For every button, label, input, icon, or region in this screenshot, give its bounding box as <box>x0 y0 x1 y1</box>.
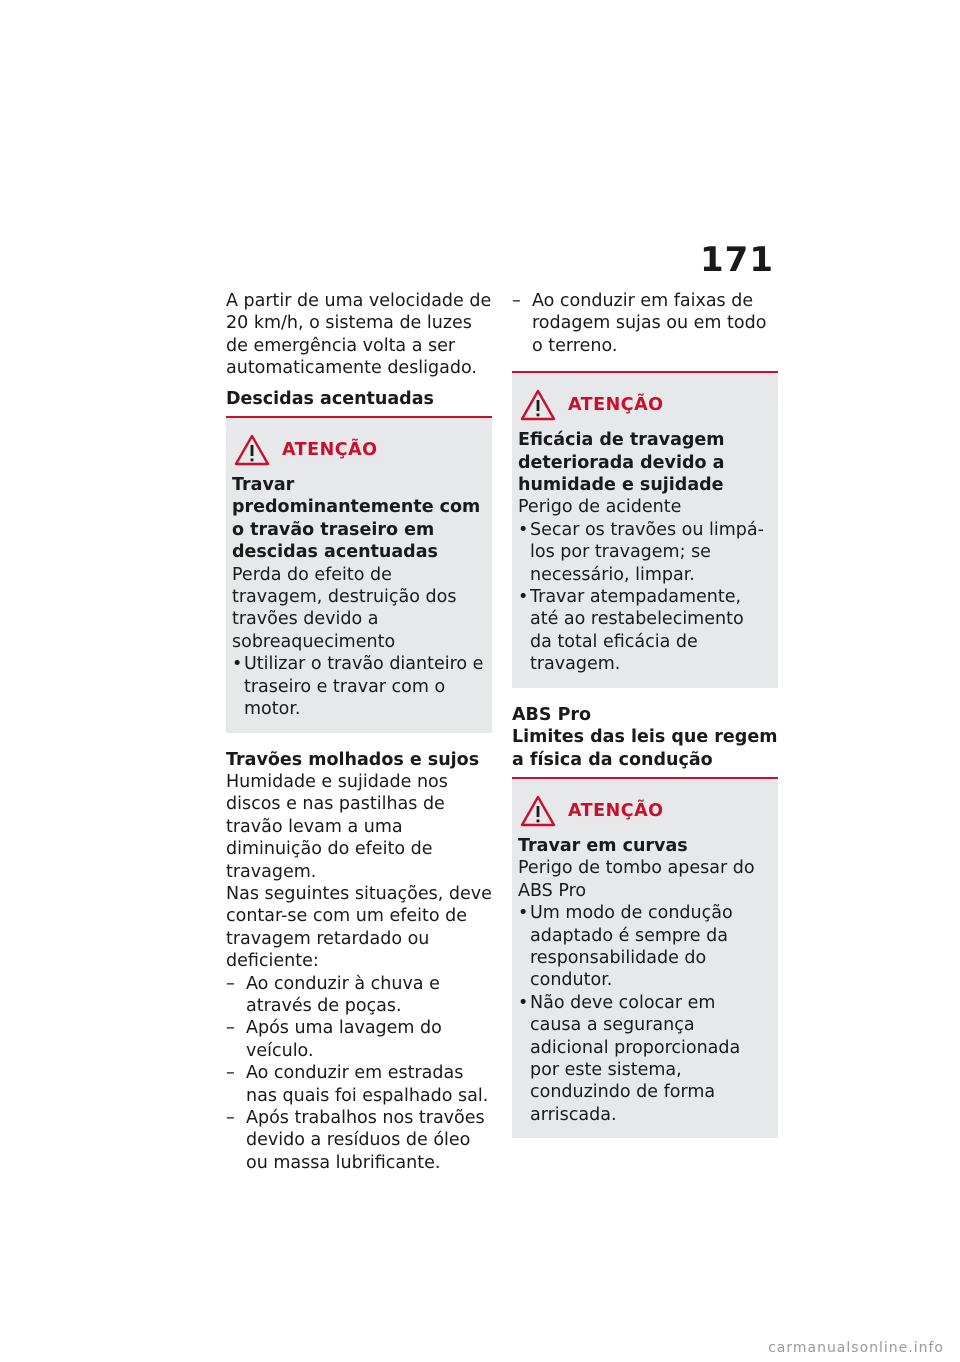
warning-header <box>234 434 484 466</box>
warning-triangle-icon <box>234 434 270 466</box>
list-item: – Após uma lavagem do veículo. <box>226 1017 492 1062</box>
list-item: • Travar atempadamente, até ao restabelecimento da total eficácia de travagem. <box>518 586 770 676</box>
list-item: • Utilizar o travão dianteiro e traseiro e travar com o motor. <box>232 653 484 720</box>
list-item: – Ao conduzir em faixas de rodagem sujas ou em todo o terreno. <box>512 290 778 357</box>
right-column <box>512 290 778 1138</box>
list-item: – Ao conduzir em estradas nas quais foi espalhado sal. <box>226 1062 492 1107</box>
list-item: • Não deve colocar em causa a segurança adicional proporcionada por este sistema, conduzindo de forma arriscada. <box>518 992 770 1126</box>
warning-label: ATENÇÃO <box>568 395 664 416</box>
left-column <box>226 290 492 1174</box>
section-title-travoes-molhados: Travões molhados e sujos <box>226 749 480 770</box>
warning-box-eficacia <box>512 373 778 687</box>
warning-title: Travar em curvas <box>518 835 688 856</box>
warning-box-curvas <box>512 779 778 1138</box>
warning-consequence: Perigo de tombo apesar do ABS Pro <box>518 858 755 901</box>
warning-title: Travar predominantemente com o travão traseiro em descidas acentuadas <box>232 475 481 563</box>
section-title-abs-pro: ABS Pro <box>512 704 592 725</box>
section-subtitle-limites: Limites das leis que regem a física da condução <box>512 727 778 770</box>
wet-paragraph-1: Humidade e sujidade nos discos e nas pastilhas de travão levam a uma diminuição do efeito de travagem. <box>226 771 448 882</box>
warning-bullets <box>518 902 770 1126</box>
watermark-footer: carmanualsonline.info <box>768 1340 944 1356</box>
list-item: • Um modo de condução adaptado é sempre da responsabilidade do condutor. <box>518 902 770 992</box>
list-item: – Ao conduzir à chuva e através de poças. <box>226 973 492 1018</box>
warning-box-descidas <box>226 418 492 732</box>
intro-paragraph: A partir de uma velocidade de 20 km/h, o sistema de luzes de emergência volta a ser automaticamente desligado. <box>226 291 492 379</box>
warning-header <box>520 795 770 827</box>
page-number: 171 <box>700 240 774 280</box>
wet-situations-list-continued <box>512 290 778 357</box>
warning-title: Eficácia de travagem deteriorada devido a humidade e sujidade <box>518 430 725 496</box>
list-item: – Após trabalhos nos travões devido a resíduos de óleo ou massa lubrificante. <box>226 1107 492 1174</box>
warning-triangle-icon <box>520 389 556 421</box>
warning-label: ATENÇÃO <box>282 440 378 461</box>
warning-triangle-icon <box>520 795 556 827</box>
warning-bullets <box>518 519 770 676</box>
warning-consequence: Perda do efeito de travagem, destruição dos travões devido a sobreaquecimento <box>232 564 457 652</box>
wet-situations-list <box>226 973 492 1175</box>
warning-label: ATENÇÃO <box>568 800 664 821</box>
wet-paragraph-2: Nas seguintes situações, deve contar-se com um efeito de travagem retardado ou deficiente: <box>226 883 492 972</box>
section-title-descidas: Descidas acentuadas <box>226 388 434 409</box>
warning-bullets <box>232 653 484 720</box>
warning-header <box>520 389 770 421</box>
list-item: • Secar os travões ou limpá-los por travagem; se necessário, limpar. <box>518 519 770 586</box>
warning-consequence: Perigo de acidente <box>518 497 682 518</box>
